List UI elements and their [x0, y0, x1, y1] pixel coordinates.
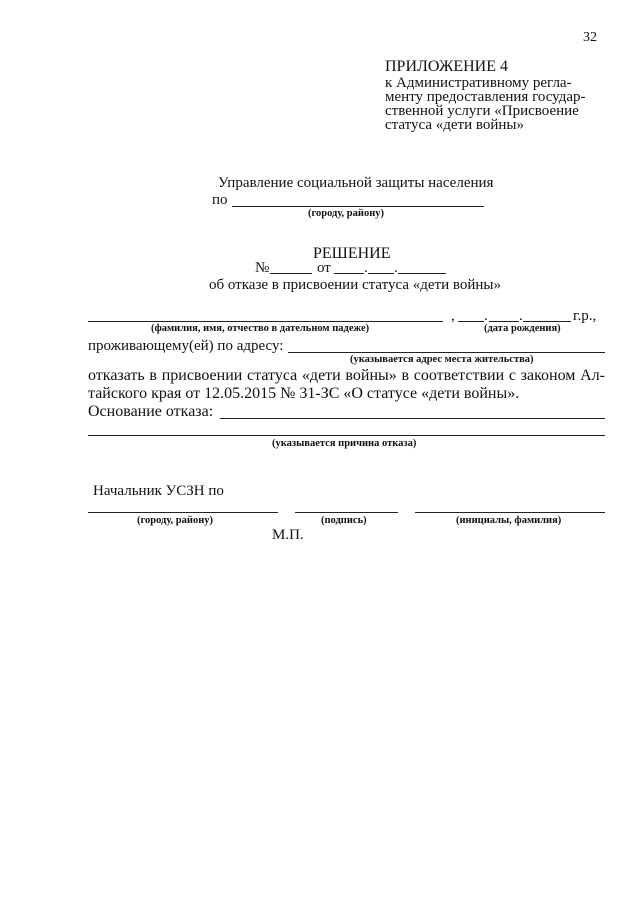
reason-label: Основание отказа: — [88, 403, 214, 420]
head-name-field[interactable] — [415, 512, 605, 513]
address-field[interactable] — [288, 352, 605, 353]
head-label: Начальник УСЗН по — [93, 483, 224, 499]
name-caption: (инициалы, фамилия) — [456, 515, 562, 526]
fio-field[interactable] — [88, 321, 443, 322]
authority-title: Управление социальной защиты населения — [218, 175, 494, 191]
decision-number-field[interactable] — [270, 273, 312, 274]
head-city-field[interactable] — [88, 512, 278, 513]
appendix-line-3: ственной услуги «Присвоение — [385, 103, 579, 119]
birth-day-field[interactable] — [458, 321, 484, 322]
authority-caption: (городу, району) — [308, 208, 384, 219]
birth-caption: (дата рождения) — [484, 323, 561, 334]
appendix-line-2: менту предоставления государ- — [385, 89, 586, 105]
reason-field-2[interactable] — [88, 435, 605, 436]
decision-date-month-field[interactable] — [368, 273, 394, 274]
sign-caption: (подпись) — [321, 515, 367, 526]
appendix-line-4: статуса «дети войны» — [385, 117, 525, 133]
fio-caption: (фамилия, имя, отчество в дательном падеже) — [151, 323, 370, 334]
decision-subtitle: об отказе в присвоении статуса «дети войны» — [209, 277, 501, 293]
stamp-label: М.П. — [272, 527, 304, 543]
reason-caption: (указывается причина отказа) — [272, 438, 417, 449]
birth-year-suffix: г.р., — [573, 308, 597, 324]
decision-title: РЕШЕНИЕ — [313, 245, 391, 262]
authority-po-label: по — [212, 192, 228, 208]
fio-comma: , — [451, 308, 455, 324]
decision-from-label: от — [317, 260, 331, 276]
page-number: 32 — [583, 30, 597, 45]
appendix-title: ПРИЛОЖЕНИЕ 4 — [385, 58, 509, 75]
decision-date-day-field[interactable] — [334, 273, 364, 274]
body-line-2: тайского края от 12.05.2015 № 31-ЗС «О статусе «дети войны». — [88, 385, 520, 402]
body-line-1: отказать в присвоении статуса «дети войны» в соответствии с законом Ал- — [88, 367, 605, 384]
city-caption: (городу, району) — [137, 515, 213, 526]
birth-month-field[interactable] — [489, 321, 519, 322]
birth-year-field[interactable] — [523, 321, 571, 322]
document-page: 32 ПРИЛОЖЕНИЕ 4 к Административному регла- менту предоставления государ- ственной услуги «Присвоение статуса «дети войны» Управление социальной защиты населения по (городу, району) РЕШЕНИЕ № от . . об отказе в присвоении статуса «дети войны» , . . г.р., (фамилия, имя, отчество в дательном падеже) (дата рождения) проживающему(ей) по адресу: (указывается адрес места жительства) отказать в присвоении статуса «дети войны» в соответствии с законом Ал- тайского края от 12.05.2015 № 31-ЗС «О статусе «дети войны». Основание отказа: (указывается причина отказа) Начальник УСЗН по (городу, району) (подпись) (инициалы, фамилия) М.П. — [88, 30, 605, 543]
authority-district-field[interactable] — [232, 206, 484, 207]
reason-field[interactable] — [220, 418, 605, 419]
decision-number-label: № — [255, 260, 270, 276]
decision-date-year-field[interactable] — [398, 273, 446, 274]
appendix-line-1: к Административному регла- — [385, 75, 572, 91]
head-signature-field[interactable] — [295, 512, 398, 513]
address-caption: (указывается адрес места жительства) — [350, 354, 534, 365]
address-label: проживающему(ей) по адресу: — [88, 338, 284, 354]
